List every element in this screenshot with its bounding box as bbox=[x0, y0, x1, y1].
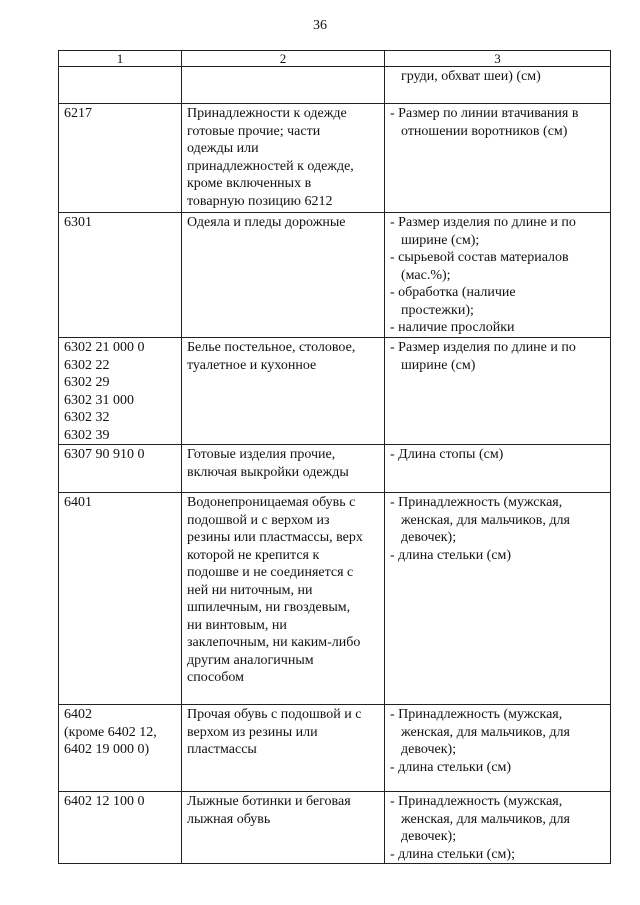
attribute-item: - Принадлежность (мужская, bbox=[390, 794, 563, 809]
attribute-continuation: девочек); bbox=[401, 742, 457, 757]
attribute-item: - Принадлежность (мужская, bbox=[390, 495, 563, 510]
name-line: принадлежностей к одежде, bbox=[187, 158, 354, 174]
code-line: 6401 bbox=[64, 495, 92, 510]
attribute-item: - Размер по линии втачивания в bbox=[390, 106, 579, 121]
attribute-item: - Длина стопы (см) bbox=[390, 447, 504, 462]
name-line: ней ни ниточным, ни bbox=[187, 582, 313, 598]
attribute-item: - Принадлежность (мужская, bbox=[390, 707, 563, 722]
table-row bbox=[59, 104, 611, 213]
code-cell bbox=[59, 705, 182, 792]
name-line: включая выкройки одежды bbox=[187, 464, 349, 480]
page-number: 36 bbox=[313, 18, 327, 33]
name-line: Одеяла и пледы дорожные bbox=[187, 215, 346, 230]
name-cell bbox=[182, 213, 385, 338]
attribute-continuation: ширине (см); bbox=[401, 232, 480, 248]
attribute-continuation: женская, для мальчиков, для bbox=[401, 811, 570, 827]
name-cell bbox=[182, 792, 385, 864]
header-col-1: 1 bbox=[59, 51, 182, 67]
attribute-item: - длина стельки (см) bbox=[390, 547, 512, 563]
name-line: шпилечным, ни гвоздевым, bbox=[187, 600, 351, 615]
name-cell bbox=[182, 104, 385, 213]
code-line: 6302 32 bbox=[64, 410, 110, 425]
code-line: 6307 90 910 0 bbox=[64, 447, 145, 462]
attributes-cell bbox=[385, 493, 611, 705]
code-cell bbox=[59, 213, 182, 338]
attribute-item: - длина стельки (см); bbox=[390, 846, 515, 862]
table-body bbox=[59, 67, 611, 864]
table-row bbox=[59, 705, 611, 792]
table-row bbox=[59, 792, 611, 864]
code-line: 6402 19 000 0) bbox=[64, 742, 150, 757]
name-line: лыжная обувь bbox=[187, 811, 271, 827]
attribute-item: - Размер изделия по длине и по bbox=[390, 340, 576, 355]
attributes-cell bbox=[385, 705, 611, 792]
name-line: Принадлежности к одежде bbox=[187, 106, 347, 121]
attribute-continuation: девочек); bbox=[401, 829, 457, 844]
name-line: заклепочным, ни каким-либо bbox=[187, 635, 361, 650]
code-cell bbox=[59, 445, 182, 493]
name-line: одежды или bbox=[187, 141, 259, 156]
code-line: (кроме 6402 12, bbox=[64, 724, 157, 740]
attribute-item: - обработка (наличие bbox=[390, 285, 516, 300]
classification-table bbox=[58, 50, 611, 864]
name-line: резины или пластмассы, верх bbox=[187, 530, 363, 545]
table-row bbox=[59, 67, 611, 104]
name-line: Лыжные ботинки и беговая bbox=[187, 794, 351, 809]
name-line: кроме включенных в bbox=[187, 176, 312, 191]
table-row bbox=[59, 493, 611, 705]
name-line: подошвой и с верхом из bbox=[187, 512, 330, 528]
attributes-cell bbox=[385, 67, 611, 104]
code-cell bbox=[59, 67, 182, 104]
attributes-cell bbox=[385, 792, 611, 864]
table-row bbox=[59, 338, 611, 445]
code-line: 6302 22 bbox=[64, 357, 110, 373]
code-line: 6302 29 bbox=[64, 375, 110, 390]
name-line: товарную позицию 6212 bbox=[187, 193, 333, 209]
attributes-cell bbox=[385, 338, 611, 445]
name-line: ни винтовым, ни bbox=[187, 617, 287, 633]
code-cell bbox=[59, 792, 182, 864]
name-line: которой не крепится к bbox=[187, 547, 320, 563]
attribute-continuation: женская, для мальчиков, для bbox=[401, 512, 570, 528]
attribute-continuation: простежки); bbox=[401, 302, 474, 318]
name-line: готовые прочие; части bbox=[187, 123, 321, 139]
code-cell bbox=[59, 338, 182, 445]
code-line: 6402 12 100 0 bbox=[64, 794, 145, 809]
name-line: другим аналогичным bbox=[187, 652, 314, 668]
name-cell bbox=[182, 338, 385, 445]
table-row bbox=[59, 213, 611, 338]
code-cell bbox=[59, 104, 182, 213]
header-col-2: 2 bbox=[182, 51, 385, 67]
attribute-continuation: (мас.%); bbox=[401, 267, 451, 283]
name-cell bbox=[182, 493, 385, 705]
attribute-item: - наличие прослойки bbox=[390, 320, 515, 335]
table-header-row bbox=[59, 51, 611, 67]
attributes-cell bbox=[385, 104, 611, 213]
code-cell bbox=[59, 493, 182, 705]
name-cell bbox=[182, 67, 385, 104]
attributes-cell bbox=[385, 445, 611, 493]
name-cell bbox=[182, 445, 385, 493]
name-line: Прочая обувь с подошвой и с bbox=[187, 707, 362, 722]
attribute-continuation: девочек); bbox=[401, 530, 457, 545]
code-line: 6302 39 bbox=[64, 427, 110, 443]
attribute-continuation: женская, для мальчиков, для bbox=[401, 724, 570, 740]
attribute-continuation: ширине (см) bbox=[401, 357, 476, 373]
code-line: 6301 bbox=[64, 215, 92, 230]
attributes-cell bbox=[385, 213, 611, 338]
attribute-item: - сырьевой состав материалов bbox=[390, 250, 569, 265]
name-line: пластмассы bbox=[187, 742, 257, 757]
code-line: 6217 bbox=[64, 106, 92, 121]
code-line: 6302 31 000 bbox=[64, 392, 134, 408]
name-line: туалетное и кухонное bbox=[187, 357, 317, 373]
attribute-item: - длина стельки (см) bbox=[390, 759, 512, 775]
attribute-item: груди, обхват шеи) (см) bbox=[401, 69, 541, 84]
header-col-3: 3 bbox=[385, 51, 611, 67]
code-line: 6402 bbox=[64, 707, 92, 722]
name-line: Готовые изделия прочие, bbox=[187, 447, 336, 462]
attribute-continuation: отношении воротников (см) bbox=[401, 123, 568, 139]
attribute-item: - Размер изделия по длине и по bbox=[390, 215, 576, 230]
name-line: способом bbox=[187, 670, 244, 685]
name-line: подошве и не соединяется с bbox=[187, 565, 354, 580]
name-cell bbox=[182, 705, 385, 792]
table-row bbox=[59, 445, 611, 493]
name-line: Водонепроницаемая обувь с bbox=[187, 495, 356, 510]
name-line: верхом из резины или bbox=[187, 724, 318, 740]
name-line: Белье постельное, столовое, bbox=[187, 340, 356, 355]
code-line: 6302 21 000 0 bbox=[64, 340, 145, 355]
